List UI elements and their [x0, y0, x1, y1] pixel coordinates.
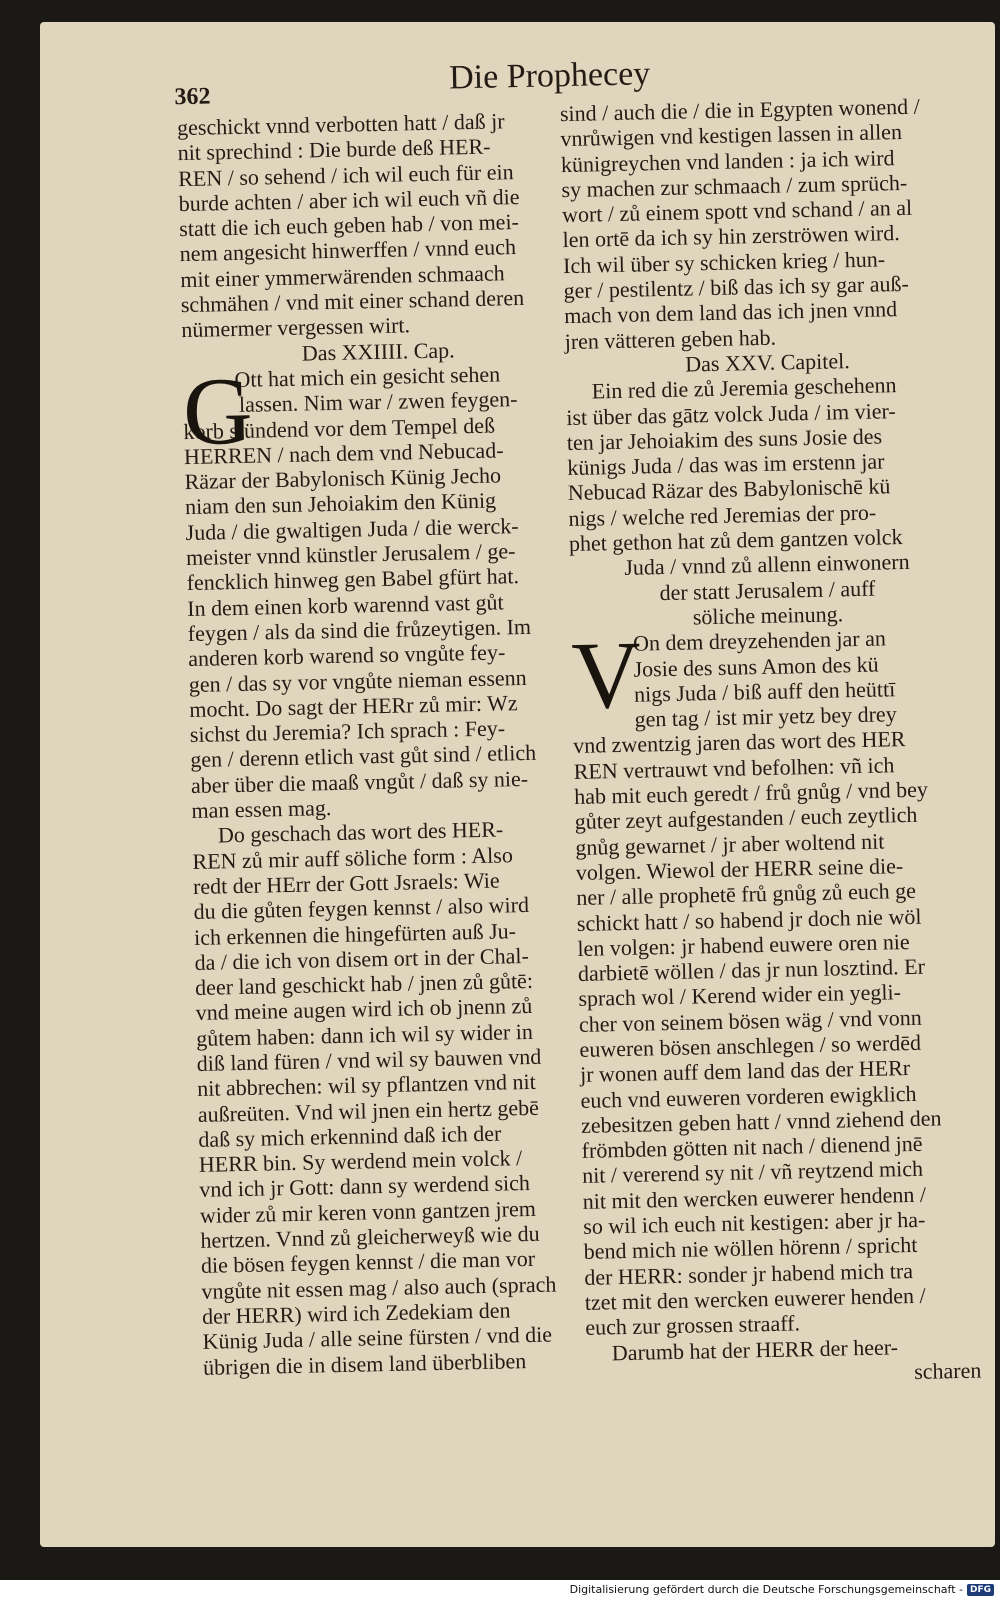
text-line: ger / pestilentz / biß das ich sy gar auß- [563, 270, 910, 304]
text-line: Räzar der Babylonisch Künig Jecho [184, 462, 502, 495]
running-head: Die Prophecey [448, 55, 651, 97]
text-line: der statt Jerusalem / auff [659, 575, 876, 605]
text-line: phet gethon hat zů dem gantzen volck [568, 524, 903, 557]
text-line: ich erkennen die hingefürten auß Ju- [193, 917, 517, 950]
text-line: deer land geschickt hab / jnen zů gůtē: [194, 967, 534, 1001]
chapter-25-opening [570, 620, 968, 733]
text-line: ner / alle prophetē frů gnůg zů euch ge [576, 878, 917, 911]
text-line: Do geschach das wort des HER- [217, 816, 504, 848]
text-line: wider zů mir keren vonn gantzen jrem [199, 1195, 537, 1228]
right-column-body-lines [573, 725, 981, 1340]
text-line: gen / das sy vor vngůte nieman essenn [188, 664, 527, 697]
text-line: korb stündend vor dem Tempel deß [183, 412, 496, 444]
text-line: volgen. Wiewol der HERR seine die- [575, 853, 904, 885]
text-line: HERR bin. Sy werdend mein volck / [198, 1145, 523, 1178]
text-line: sichst du Jeremia? Ich sprach : Fey- [189, 715, 506, 748]
drop-initial-v: V [570, 620, 643, 730]
right-column-last-lines [586, 1332, 982, 1391]
text-line: daß sy mich erkennind daß ich der [198, 1120, 502, 1152]
right-column-top-lines [560, 93, 960, 354]
left-column [177, 107, 583, 1380]
text-line: nit sprechind : Die burde deß HER- [177, 133, 491, 166]
text-line: frömbden götten nit nach / dienend jnē [581, 1130, 923, 1164]
text-line: HERREN / nach dem vnd Nebucad- [183, 437, 504, 469]
text-line: die bösen feygen kennst / die man vor [200, 1246, 536, 1279]
text-line: nem angesicht hinwerffen / vnnd euch [179, 234, 517, 267]
text-line: ist über das gātz volck Juda / im vier- [566, 397, 896, 430]
text-line: söliche meinung. [692, 601, 844, 630]
left-column-top-lines [177, 107, 562, 343]
text-line: der HERR) wird ich Zedekiam den [201, 1297, 511, 1329]
text-line: meister vnnd künstler Jerusalem / ge- [185, 538, 516, 571]
text-line: statt die ich euch geben hab / von mei- [178, 209, 520, 242]
text-line: On dem dreyzehenden jar an [632, 625, 887, 656]
text-line: vnrůwigen vnd kestigen lassen in allen [560, 119, 903, 152]
drop-initial-g: G [181, 356, 254, 466]
text-line: Juda / die gwaltigen Juda / die werck- [185, 512, 519, 545]
left-column-paragraph-2 [192, 815, 584, 1379]
text-line: len ortē da ich sy hin zerströwen wird. [562, 220, 900, 253]
text-line: cher von seinem bösen wäg / vnd vonn [578, 1004, 922, 1037]
page-text [40, 12, 1000, 1557]
text-line: schickt hatt / so habend jr doch nie wöl [576, 903, 922, 936]
text-line: hertzen. Vnnd zů gleicherweyß wie du [200, 1220, 540, 1253]
text-line: mach von dem land das ich jnen vnnd [563, 296, 898, 329]
text-line: der HERR: sonder jr habend mich tra [584, 1257, 914, 1290]
text-line: sind / auch die / die in Egypten wonend / [559, 93, 920, 127]
text-line: jren vätteren geben hab. [564, 324, 777, 354]
text-line: bend mich nie wöllen hörenn / spricht [583, 1232, 918, 1265]
text-line: gen / derenn etlich vast gůt sind / etlich [190, 740, 537, 773]
right-column [560, 93, 982, 1391]
text-line: nit abbrechen: wil sy pflantzen vnd nit [197, 1069, 536, 1102]
text-line: niam den sun Jehoiakim den Künig [184, 488, 497, 520]
text-line: diß land füren / vnd wil sy bauwen vnd [196, 1043, 542, 1076]
chapter-25-heading: Das XXV. Capitel. [684, 348, 851, 377]
text-line: sy machen zur schmaach / zum sprüch- [561, 169, 908, 203]
chapter-25-summary-centered [569, 548, 966, 632]
text-line: gen tag / ist mir yetz bey drey [634, 701, 897, 732]
chapter-25-summary [565, 371, 964, 556]
text-line: vnd zwentzig jaren das wort des HER [572, 726, 906, 759]
text-line: len volgen: jr habend euwere oren nie [577, 928, 910, 961]
text-line: mit einer ymmerwärenden schmaach [180, 260, 505, 292]
text-line: darbietē wöllen / das jr nun losztind. Er [577, 953, 926, 987]
text-line: Darumb hat der HERR der heer- [611, 1333, 899, 1365]
text-line: künigs Juda / das was im erstenn jar [567, 448, 885, 481]
text-line: Juda / vnnd zů allenn einwonern [624, 549, 910, 581]
text-line: REN zů mir auff söliche form : Also [192, 841, 514, 874]
text-line: Josie des suns Amon des kü [633, 651, 879, 682]
text-line: vngůte nit essen mag / also auch (sprach [201, 1271, 557, 1304]
text-line: euch zur grossen straaff. [585, 1310, 801, 1341]
text-line: zebesitzen geben hatt / vnnd ziehend den [580, 1105, 942, 1138]
text-line: Nebucad Räzar des Babylonischē kü [567, 473, 891, 506]
text-line: man essen mag. [191, 795, 332, 824]
text-line: lassen. Nim war / zwen feygen- [238, 386, 518, 418]
text-line: gnůg gewarnet / jr aber woltend nit [575, 828, 885, 860]
text-line: außreüten. Vnd wil jnen ein hertz gebē [197, 1094, 540, 1127]
text-line: künigreychen vnd landen : ja ich wird [560, 144, 895, 177]
text-line: nigs / welche red Jeremias der pro- [568, 499, 877, 531]
left-column-body-lines [184, 436, 572, 823]
footer-text: Digitalisierung gefördert durch die Deutsche Forschungsgemeinschaft - [569, 1583, 963, 1596]
text-line: vnd meine augen wird ich ob jnenn zů [195, 993, 533, 1026]
text-line: gůtem haben: dann ich wil sy wider in [195, 1018, 534, 1051]
text-line: jr wonen auff dem land das der HERr [579, 1055, 911, 1088]
text-line: euweren bösen anschlegen / so werdēd [579, 1029, 922, 1062]
text-line: nit / vererend sy nit / vñ reytzend mich [581, 1156, 924, 1189]
text-line: schmähen / vnd mit einer schand deren [180, 285, 525, 318]
text-line: so wil ich euch nit kestigen: aber jr ha- [582, 1206, 926, 1239]
text-line: du die gůten feygen kennst / also wird [193, 892, 530, 925]
text-line: scharen [913, 1357, 982, 1384]
text-line: REN / so sehend / ich wil euch für ein [177, 158, 514, 191]
book-page [40, 22, 995, 1547]
text-line: nit mit den wercken euwerer hendenn / [582, 1181, 927, 1214]
text-line: feygen / als da sind die frůzeytigen. Im [187, 613, 532, 646]
text-line: sprach wol / Kerend wider ein yegli- [578, 979, 902, 1012]
text-line: nigs Juda / biß auff den heüttī [633, 676, 896, 707]
text-line: fencklich hinweg gen Babel gfürt hat. [186, 563, 520, 596]
text-line: da / die ich von disem ort in der Chal- [194, 942, 530, 975]
digitization-footer [570, 1583, 994, 1596]
text-line: Ott hat mich ein gesicht sehen [234, 361, 501, 392]
text-line: nümermer vergessen wirt. [181, 312, 411, 343]
dfg-logo: DFG [967, 1584, 994, 1596]
text-line: vnd ich jr Gott: dann sy werdend sich [199, 1170, 531, 1203]
text-line: gůter zeyt aufgestanden / euch zeytlich [574, 802, 918, 835]
text-line: tzet mit den wercken euwerer henden / [584, 1282, 926, 1315]
text-line: Künig Juda / alle seine fürsten / vnd die [202, 1321, 553, 1355]
text-line: anderen korb warend so vngůte fey- [188, 639, 506, 672]
text-line: geschickt vnnd verbotten hatt / daß jr [176, 108, 505, 141]
page-number: 362 [174, 83, 211, 111]
text-line: übrigen die in disem land überbliben [202, 1347, 527, 1380]
text-line: REN vertrauwt vnd befolhen: vñ ich [573, 751, 895, 784]
text-line: aber über die maaß vngůt / daß sy nie- [190, 765, 529, 798]
text-line: wort / zů einem spott vnd schand / an al [561, 194, 913, 228]
text-line: redt der HErr der Gott Jsraels: Wie [192, 867, 500, 899]
text-line: Ein red die zů Jeremia geschehenn [591, 372, 897, 404]
text-line: mocht. Do sagt der HERr zů mir: Wz [189, 689, 518, 722]
text-line: Ich wil über sy schicken krieg / hun- [562, 246, 886, 278]
text-line: ten jar Jehoiakim des suns Josie des [566, 423, 883, 455]
chapter-24-heading: Das XXIIII. Cap. [301, 337, 455, 366]
text-line: hab mit euch geredt / frů gnůg / vnd bey [573, 776, 929, 809]
text-line: burde achten / aber ich wil euch vñ die [178, 183, 520, 217]
text-line: In dem einen korb warennd vast gůt [186, 589, 504, 621]
text-line: euch vnd euweren vorderen ewigklich [580, 1080, 917, 1113]
